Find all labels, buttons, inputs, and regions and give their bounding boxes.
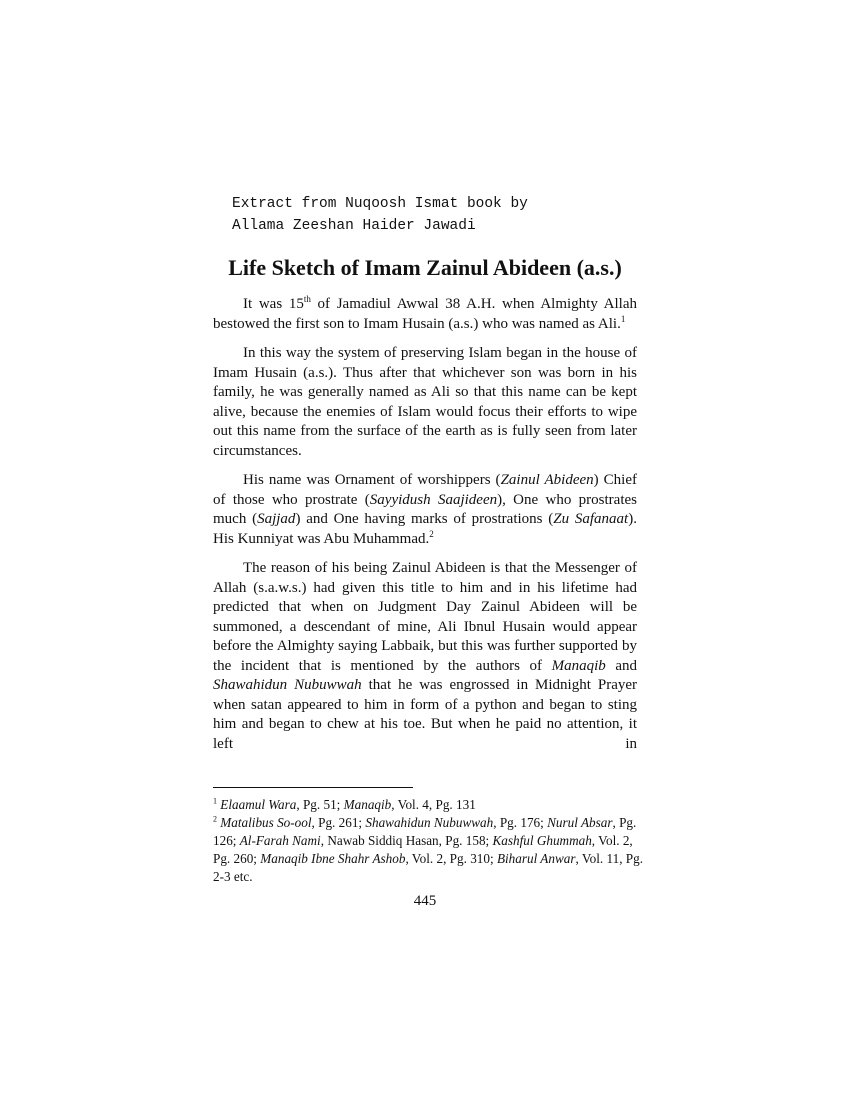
footnote-2-number: 2: [213, 814, 217, 824]
p4-italic-2: Shawahidun Nubuwwah: [213, 677, 362, 693]
p3-italic-1: Zainul Abideen: [500, 472, 594, 488]
fn2-text-e: , Vol. 2, Pg. 260;: [213, 833, 633, 866]
p4-text-a: The reason of his being Zainul Abideen is that the Messenger of Allah (s.a.w.s.) had given this title to him and in his lifetime had predicted that when on Judgment Day Zainul Abideen will be summoned, a descendant of mine, Ali Ibnul Husain would appear before the Almighty saying Labbaik, but this was further supported by the incident that is mentioned by the authors of: [213, 560, 637, 674]
paragraph-1: [213, 295, 637, 334]
p3-text-b: ) Chief of those who prostrate (: [213, 472, 637, 508]
fn1-text-a: , Pg. 51;: [296, 797, 344, 812]
fn2-italic-2: Shawahidun Nubuwwah: [365, 815, 494, 830]
fn2-italic-4: Al-Farah Nami: [239, 833, 321, 848]
footnote-divider: [213, 787, 413, 788]
page-title: Life Sketch of Imam Zainul Abideen (a.s.): [228, 255, 622, 280]
fn2-text-b: , Pg. 176;: [493, 815, 548, 830]
fn2-text-f: , Vol. 2, Pg. 310;: [405, 851, 497, 866]
fn2-italic-6: Manaqib Ibne Shahr Ashob: [260, 851, 406, 866]
p3-text-c: ), One who prostrates much (: [213, 491, 637, 527]
fn2-italic-5: Kashful Ghummah: [492, 833, 592, 848]
paragraph-3: [213, 471, 637, 549]
fn1-italic-1: Elaamul Wara: [220, 797, 297, 812]
p4-text-b: and: [605, 657, 637, 674]
paragraph-2: In this way the system of preserving Islam began in the house of Imam Husain (a.s.). Thus after that whichever son was born in his family, he was generally named as Ali so that this name can be kept alive, because the enemies of Islam would focus their efforts to wipe out this name from the surface of the earth as is fully seen from later circumstances.: [213, 345, 637, 459]
fn2-italic-3: Nurul Absar: [547, 815, 613, 830]
footnotes: [213, 796, 643, 886]
fn1-text-b: , Vol. 4, Pg. 131: [391, 797, 476, 812]
p1-ordinal-suffix: th: [303, 294, 311, 304]
page-number: 445: [413, 893, 437, 909]
fn2-text-a: , Pg. 261;: [311, 815, 366, 830]
p1-text-b: of Jamadiul Awwal 38 A.H. when Almighty Allah bestowed the first son to Imam Husain (a.s.) who was named as Ali.: [213, 296, 637, 332]
p3-italic-2: Sayyidush Saajideen: [369, 491, 498, 508]
p3-text-e: ). His Kunniyat was Abu Muhammad.: [213, 511, 637, 547]
footnote-1-number: 1: [213, 796, 217, 806]
p4-italic-1: Manaqib: [551, 657, 606, 674]
body-text: [213, 295, 637, 764]
fn2-italic-7: Biharul Anwar: [496, 851, 576, 866]
p3-text-a: His name was Ornament of worshippers (: [243, 472, 501, 488]
extract-header: [232, 193, 652, 237]
extract-line-2: Allama Zeeshan Haider Jawadi: [232, 218, 476, 234]
footnote-ref-2: 2: [429, 528, 434, 539]
p4-text-c: that he was engrossed in Midnight Prayer when satan appeared to him in form of a python and began to sting him and began to chew at his toe. But when he paid no attention, it left in: [213, 677, 638, 752]
fn2-text-g: , Vol. 11, Pg. 2-3 etc.: [213, 851, 644, 884]
p3-text-d: ) and One having marks of prostrations (: [295, 511, 554, 527]
extract-line-1: Extract from Nuqoosh Ismat book by: [232, 196, 528, 212]
fn1-italic-2: Manaqib: [343, 797, 392, 812]
footnote-2: [213, 814, 643, 886]
footnote-1: [213, 796, 643, 814]
fn2-text-d: , Nawab Siddiq Hasan, Pg. 158;: [320, 833, 493, 848]
paragraph-4: [213, 559, 637, 754]
p1-text-a: It was 15: [243, 296, 304, 312]
fn2-italic-1: Matalibus So-ool: [220, 815, 312, 830]
p3-italic-4: Zu Safanaat: [553, 511, 629, 527]
fn2-text-c: , Pg. 126;: [213, 815, 637, 848]
footnote-ref-1: 1: [620, 313, 626, 324]
p3-italic-3: Sajjad: [257, 511, 296, 527]
